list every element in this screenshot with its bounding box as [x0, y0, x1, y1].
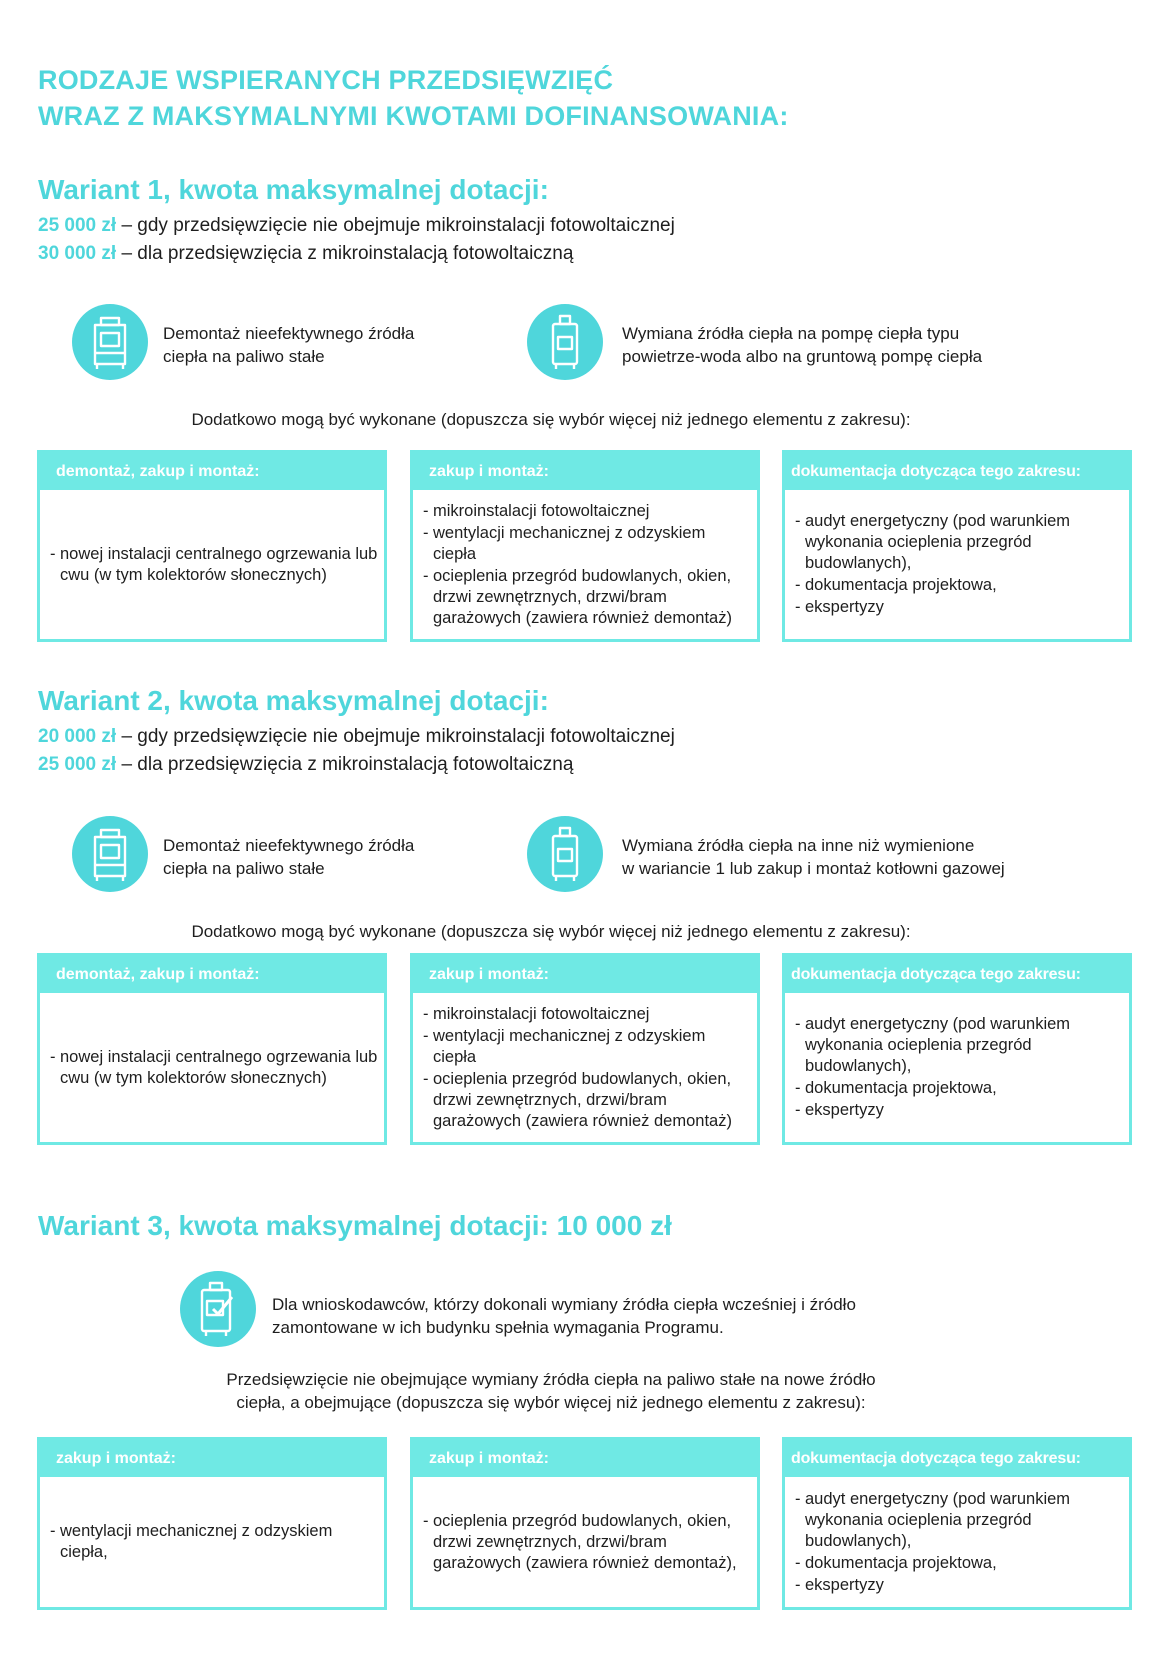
checked-boiler-icon — [180, 1271, 256, 1347]
list-item: - ocieplenia przegród budowlanych, okien, drzwi zewnętrznych, drzwi/bram garażowych (zawiera również demontaż) — [421, 566, 751, 629]
box-body — [413, 993, 757, 1142]
variant-2-box-2 — [410, 953, 760, 1145]
box-header: demontaż, zakup i montaż: — [40, 453, 384, 490]
option-text-line: w wariancie 1 lub zakup i montaż kotłowni gazowej — [622, 859, 1005, 878]
amount-value: 30 000 zł — [38, 243, 117, 264]
list-item: - wentylacji mechanicznej z odzyskiem ciepła — [421, 523, 751, 565]
list-item: - audyt energetyczny (pod warunkiem wykonania ocieplenia przegród budowlanych), — [793, 511, 1123, 574]
variant-1-box-3 — [782, 450, 1132, 642]
variant-3-option-text — [272, 1293, 856, 1339]
variant-1-box-2 — [410, 450, 760, 642]
list-item: - dokumentacja projektowa, — [793, 1078, 1123, 1099]
amount-value: 20 000 zł — [38, 726, 117, 747]
option-text-line: Demontaż nieefektywnego źródła — [163, 324, 415, 343]
box-body — [785, 993, 1129, 1142]
variant-1-option-1-text — [163, 322, 414, 368]
note-text-line: ciepła, a obejmujące (dopuszcza się wybór więcej niż jednego elementu z zakresu): — [236, 1393, 866, 1412]
list-item: - dokumentacja projektowa, — [793, 575, 1123, 596]
box-header: dokumentacja dotycząca tego zakresu: — [785, 453, 1129, 490]
variant-2-title: Wariant 2, kwota maksymalnej dotacji: — [38, 685, 549, 716]
list-item: - dokumentacja projektowa, — [793, 1553, 1123, 1574]
boiler-icon — [72, 816, 148, 892]
list-item: - ocieplenia przegród budowlanych, okien, drzwi zewnętrznych, drzwi/bram garażowych (zawiera również demontaż) — [421, 1069, 751, 1132]
amount-description: – gdy przedsięwzięcie nie obejmuje mikroinstalacji fotowoltaicznej — [116, 215, 675, 236]
variant-3-title: Wariant 3, kwota maksymalnej dotacji: 10 000 zł — [38, 1210, 672, 1241]
list-item: - mikroinstalacji fotowoltaicznej — [421, 501, 751, 522]
variant-1-box-1 — [37, 450, 387, 642]
heat-pump-icon — [527, 304, 603, 380]
boiler-icon — [72, 304, 148, 380]
list-item: - wentylacji mechanicznej z odzyskiem ciepła, — [48, 1521, 378, 1563]
variant-3-box-2 — [410, 1437, 760, 1610]
option-text-line: Wymiana źródła ciepła na pompę ciepła typu — [622, 324, 960, 343]
option-text-line: ciepła na paliwo stałe — [163, 347, 325, 366]
list-item: - audyt energetyczny (pod warunkiem wykonania ocieplenia przegród budowlanych), — [793, 1014, 1123, 1077]
box-header: zakup i montaż: — [413, 956, 757, 993]
amount-description: – dla przedsięwzięcia z mikroinstalacją fotowoltaiczną — [116, 243, 574, 264]
list-item: - ocieplenia przegród budowlanych, okien, drzwi zewnętrznych, drzwi/bram garażowych (zawiera również demontaż), — [421, 1511, 751, 1574]
list-item: - ekspertyzy — [793, 597, 1123, 618]
box-body — [40, 490, 384, 639]
variant-3-box-3 — [782, 1437, 1132, 1610]
list-item: - wentylacji mechanicznej z odzyskiem ciepła — [421, 1026, 751, 1068]
box-header: demontaż, zakup i montaż: — [40, 956, 384, 993]
variant-2-option-1-text — [163, 834, 414, 880]
box-header: dokumentacja dotycząca tego zakresu: — [785, 1440, 1129, 1477]
list-item: - audyt energetyczny (pod warunkiem wykonania ocieplenia przegród budowlanych), — [793, 1489, 1123, 1552]
page-title-line-1: RODZAJE WSPIERANYCH PRZEDSIĘWZIĘĆ — [38, 65, 614, 95]
box-body — [413, 1477, 757, 1607]
option-text-line: Demontaż nieefektywnego źródła — [163, 836, 415, 855]
page-title — [38, 62, 1038, 134]
note-text-line: Przedsięwzięcie nie obejmujące wymiany źródła ciepła na paliwo stałe na nowe źródło — [226, 1370, 876, 1389]
extra-note-text: Dodatkowo mogą być wykonane (dopuszcza się wybór więcej niż jednego elementu z zakresu): — [191, 922, 911, 941]
list-item: - nowej instalacji centralnego ogrzewania lub cwu (w tym kolektorów słonecznych) — [48, 1047, 378, 1089]
box-body — [785, 490, 1129, 639]
page-title-line-2: WRAZ Z MAKSYMALNYMI KWOTAMI DOFINANSOWANIA: — [38, 101, 789, 131]
option-text-line: ciepła na paliwo stałe — [163, 859, 325, 878]
box-body — [40, 993, 384, 1142]
gas-boiler-icon — [527, 816, 603, 892]
amount-value: 25 000 zł — [38, 215, 117, 236]
variant-2-amount-2 — [38, 754, 573, 776]
variant-2-extra-note — [0, 920, 1102, 943]
variant-2-amount-1 — [38, 726, 675, 748]
list-item: - nowej instalacji centralnego ogrzewania lub cwu (w tym kolektorów słonecznych) — [48, 544, 378, 586]
variant-3-note — [0, 1368, 1102, 1414]
variant-1-extra-note — [0, 408, 1102, 431]
option-text-line: zamontowane w ich budynku spełnia wymagania Programu. — [272, 1318, 724, 1337]
list-item: - ekspertyzy — [793, 1575, 1123, 1596]
variant-1-amount-1 — [38, 215, 675, 237]
box-header: zakup i montaż: — [413, 1440, 757, 1477]
variant-3-box-1 — [37, 1437, 387, 1610]
list-item: - ekspertyzy — [793, 1100, 1123, 1121]
amount-description: – gdy przedsięwzięcie nie obejmuje mikroinstalacji fotowoltaicznej — [116, 726, 675, 747]
box-header: dokumentacja dotycząca tego zakresu: — [785, 956, 1129, 993]
variant-1-option-2-text — [622, 322, 982, 368]
box-body — [40, 1477, 384, 1607]
box-header: zakup i montaż: — [40, 1440, 384, 1477]
variant-1-title: Wariant 1, kwota maksymalnej dotacji: — [38, 174, 549, 205]
list-item: - mikroinstalacji fotowoltaicznej — [421, 1004, 751, 1025]
variant-1-amount-2 — [38, 243, 573, 265]
option-text-line: Dla wnioskodawców, którzy dokonali wymiany źródła ciepła wcześniej i źródło — [272, 1295, 856, 1314]
variant-2-option-2-text — [622, 834, 1005, 880]
amount-description: – dla przedsięwzięcia z mikroinstalacją fotowoltaiczną — [116, 754, 574, 775]
option-text-line: powietrze-woda albo na gruntową pompę ciepła — [622, 347, 983, 366]
extra-note-text: Dodatkowo mogą być wykonane (dopuszcza się wybór więcej niż jednego elementu z zakresu): — [191, 410, 911, 429]
option-text-line: Wymiana źródła ciepła na inne niż wymienione — [622, 836, 975, 855]
variant-2-box-1 — [37, 953, 387, 1145]
box-body — [413, 490, 757, 639]
variant-2-box-3 — [782, 953, 1132, 1145]
box-header: zakup i montaż: — [413, 453, 757, 490]
box-body — [785, 1477, 1129, 1607]
amount-value: 25 000 zł — [38, 754, 117, 775]
